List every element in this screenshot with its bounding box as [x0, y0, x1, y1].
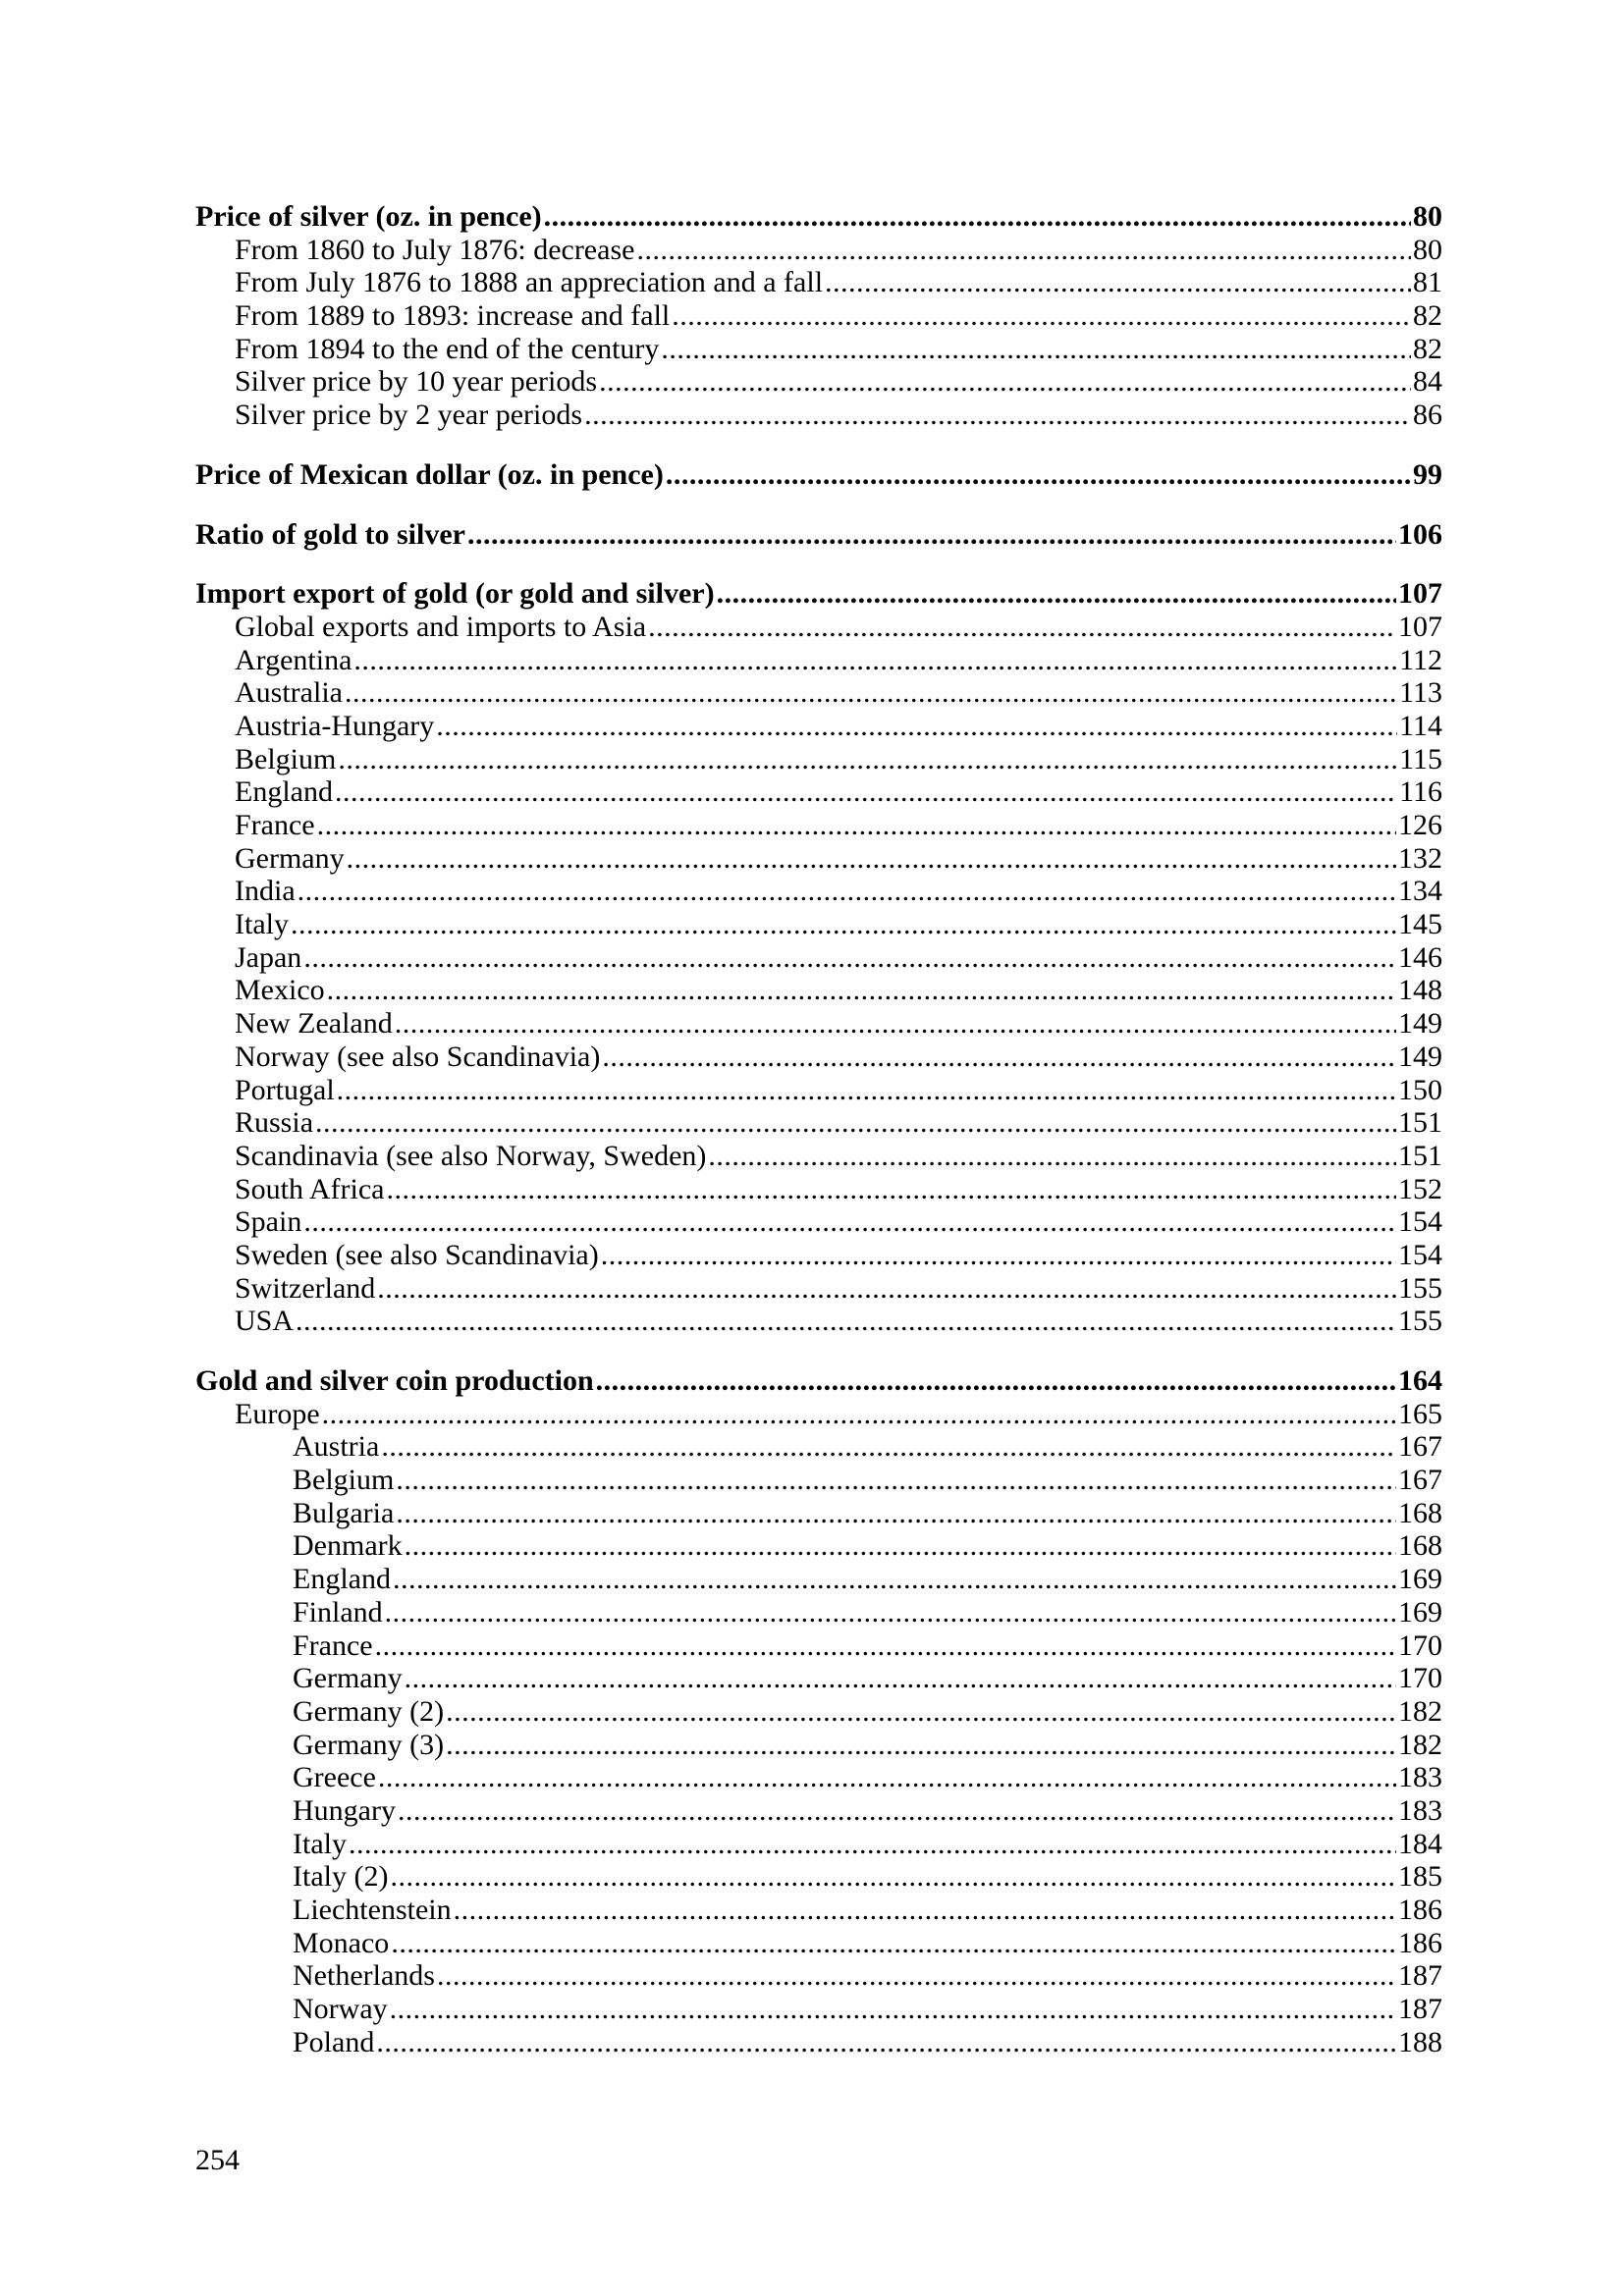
toc-entry-page: 155: [1398, 1305, 1442, 1338]
toc-entry-label: From 1894 to the end of the century: [235, 332, 660, 365]
toc-entry-page: 168: [1398, 1529, 1442, 1563]
toc-entry-label: Germany (3): [293, 1728, 445, 1761]
toc-subentry[interactable]: [195, 1894, 1442, 1927]
toc-subentry[interactable]: [195, 1993, 1442, 2026]
dot-leader: [338, 743, 1397, 776]
toc-subentry[interactable]: [195, 1959, 1442, 1993]
toc-entry-page: 154: [1398, 1205, 1442, 1239]
toc-entry-label: Germany: [293, 1662, 403, 1695]
dot-leader: [398, 1794, 1396, 1828]
toc-entry[interactable]: [195, 974, 1442, 1007]
dot-leader: [327, 974, 1396, 1007]
toc-entry[interactable]: [195, 809, 1442, 842]
table-of-contents: [195, 200, 1442, 2085]
toc-entry-page: 169: [1398, 1563, 1442, 1596]
toc-section-heading[interactable]: [195, 518, 1442, 552]
toc-entry-label: Silver price by 10 year periods: [235, 365, 598, 399]
toc-entry-label: South Africa: [235, 1172, 385, 1205]
toc-entry[interactable]: [195, 710, 1442, 743]
toc-entry-page: 187: [1398, 1993, 1442, 2026]
toc-entry-page: 167: [1398, 1464, 1442, 1497]
toc-entry-label: Price of Mexican dollar (oz. in pence): [195, 457, 664, 491]
dot-leader: [666, 458, 1411, 492]
toc-entry-label: Liechtenstein: [293, 1894, 452, 1926]
toc-entry-label: Denmark: [293, 1529, 403, 1563]
toc-entry-label: Switzerland: [235, 1271, 376, 1305]
toc-entry[interactable]: [195, 1106, 1442, 1140]
toc-entry-page: 145: [1398, 908, 1442, 941]
dot-leader: [395, 1007, 1396, 1041]
toc-entry-page: 82: [1413, 299, 1442, 333]
toc-entry-label: Portugal: [235, 1073, 335, 1106]
toc-entry-page: 82: [1413, 332, 1442, 365]
toc-entry[interactable]: [195, 842, 1442, 876]
toc-entry-label: Russia: [235, 1106, 314, 1140]
toc-entry[interactable]: [195, 1398, 1442, 1431]
toc-entry-label: Poland: [293, 2025, 375, 2058]
toc-entry-label: Global exports and imports to Asia: [235, 610, 647, 643]
toc-entry[interactable]: [195, 1074, 1442, 1107]
dot-leader: [467, 518, 1396, 552]
dot-leader: [825, 266, 1411, 299]
dot-leader: [454, 1894, 1396, 1927]
toc-section: [195, 200, 1442, 432]
dot-leader: [303, 941, 1396, 975]
dot-leader: [436, 710, 1397, 743]
toc-entry[interactable]: [195, 234, 1442, 267]
dot-leader: [381, 1430, 1396, 1464]
dot-leader: [396, 1464, 1396, 1497]
toc-section-heading[interactable]: [195, 1364, 1442, 1398]
toc-subentry[interactable]: [195, 1662, 1442, 1695]
toc-entry-page: 151: [1398, 1106, 1442, 1140]
toc-entry-page: 167: [1398, 1430, 1442, 1464]
toc-entry-page: 112: [1399, 643, 1442, 676]
toc-entry-label: Sweden (see also Scandinavia): [235, 1238, 599, 1271]
toc-entry-label: Silver price by 2 year periods: [235, 399, 583, 432]
dot-leader: [296, 1305, 1396, 1338]
toc-entry-label: Argentina: [235, 643, 352, 676]
toc-entry[interactable]: [195, 908, 1442, 941]
toc-entry[interactable]: [195, 333, 1442, 366]
toc-entry[interactable]: [195, 299, 1442, 333]
toc-entry-label: Bulgaria: [293, 1496, 395, 1529]
dot-leader: [544, 200, 1411, 234]
toc-entry-page: 168: [1398, 1496, 1442, 1529]
dot-leader: [405, 1662, 1396, 1695]
toc-entry[interactable]: [195, 1305, 1442, 1338]
toc-entry-page: 165: [1398, 1397, 1442, 1430]
toc-entry-label: Germany: [235, 841, 345, 875]
dot-leader: [347, 842, 1396, 876]
toc-entry[interactable]: [195, 875, 1442, 908]
toc-entry-page: 149: [1398, 1040, 1442, 1073]
toc-subentry[interactable]: [195, 1761, 1442, 1794]
toc-subentry[interactable]: [195, 1927, 1442, 1960]
toc-entry-label: India: [235, 875, 296, 908]
toc-entry-label: Australia: [235, 676, 343, 710]
toc-entry[interactable]: [195, 644, 1442, 677]
dot-leader: [602, 1041, 1396, 1074]
toc-entry-page: 183: [1398, 1761, 1442, 1794]
toc-entry-label: Ratio of gold to silver: [195, 517, 465, 551]
toc-subentry[interactable]: [195, 1729, 1442, 1762]
toc-entry-label: Mexico: [235, 974, 325, 1007]
toc-section: [195, 1364, 1442, 2058]
toc-entry[interactable]: [195, 1041, 1442, 1074]
toc-entry-label: Austria: [293, 1430, 380, 1464]
toc-section: [195, 577, 1442, 1338]
toc-entry-page: 155: [1398, 1271, 1442, 1305]
toc-subentry[interactable]: [195, 1464, 1442, 1497]
toc-entry[interactable]: [195, 775, 1442, 809]
dot-leader: [315, 1106, 1396, 1140]
toc-section-heading[interactable]: [195, 577, 1442, 611]
toc-subentry[interactable]: [195, 1529, 1442, 1563]
toc-entry-label: Norway (see also Scandinavia): [235, 1040, 601, 1073]
toc-subentry[interactable]: [195, 2026, 1442, 2059]
dot-leader: [375, 1629, 1396, 1663]
toc-entry-label: Europe: [235, 1397, 320, 1430]
dot-leader: [335, 775, 1397, 809]
toc-entry-page: 115: [1399, 742, 1442, 775]
toc-entry[interactable]: [195, 266, 1442, 299]
toc-entry-label: From 1860 to July 1876: decrease: [235, 233, 635, 266]
dot-leader: [298, 875, 1396, 908]
dot-leader: [390, 1993, 1396, 2026]
toc-subentry[interactable]: [195, 1629, 1442, 1663]
dot-leader: [385, 1596, 1396, 1629]
toc-entry-page: 134: [1398, 875, 1442, 908]
toc-entry-page: 186: [1398, 1926, 1442, 1959]
dot-leader: [396, 1497, 1396, 1530]
toc-entry-page: 149: [1398, 1007, 1442, 1041]
dot-leader: [393, 1563, 1396, 1596]
dot-leader: [390, 1860, 1396, 1894]
toc-entry-page: 148: [1398, 974, 1442, 1007]
dot-leader: [405, 1529, 1396, 1563]
toc-entry-page: 188: [1398, 2025, 1442, 2058]
toc-entry-page: 116: [1399, 775, 1442, 809]
toc-entry[interactable]: [195, 365, 1442, 399]
toc-entry-label: England: [293, 1563, 391, 1596]
toc-entry[interactable]: [195, 1272, 1442, 1306]
toc-entry[interactable]: [195, 611, 1442, 644]
toc-entry-label: France: [293, 1629, 373, 1662]
toc-entry-label: Germany (2): [293, 1694, 445, 1728]
toc-entry[interactable]: [195, 399, 1442, 432]
toc-entry-page: 151: [1398, 1139, 1442, 1172]
dot-leader: [599, 365, 1411, 399]
toc-section-heading[interactable]: [195, 200, 1442, 234]
toc-entry-page: 164: [1398, 1364, 1442, 1397]
toc-entry-label: Finland: [293, 1595, 383, 1629]
dot-leader: [377, 1272, 1396, 1306]
toc-entry-page: 113: [1399, 676, 1442, 710]
dot-leader: [322, 1398, 1396, 1431]
toc-entry-page: 132: [1398, 841, 1442, 875]
toc-entry[interactable]: [195, 1205, 1442, 1239]
dot-leader: [661, 333, 1411, 366]
toc-entry-label: England: [235, 775, 333, 809]
toc-entry-page: 183: [1398, 1793, 1442, 1827]
dot-leader: [349, 1828, 1396, 1861]
toc-entry[interactable]: [195, 676, 1442, 710]
toc-entry-page: 81: [1413, 266, 1442, 299]
toc-entry-page: 187: [1398, 1959, 1442, 1993]
toc-section: [195, 458, 1442, 492]
dot-leader: [708, 1140, 1396, 1173]
toc-entry-page: 107: [1398, 577, 1442, 611]
dot-leader: [584, 399, 1411, 432]
toc-subentry[interactable]: [195, 1563, 1442, 1596]
toc-entry-label: Netherlands: [293, 1959, 435, 1993]
toc-entry-page: 107: [1398, 610, 1442, 643]
toc-subentry[interactable]: [195, 1430, 1442, 1464]
toc-subentry[interactable]: [195, 1860, 1442, 1894]
toc-entry-page: 80: [1413, 233, 1442, 266]
toc-entry-label: Hungary: [293, 1793, 396, 1827]
toc-entry-label: Japan: [235, 940, 302, 974]
toc-entry-page: 106: [1398, 517, 1442, 551]
dot-leader: [386, 1173, 1396, 1206]
dot-leader: [672, 299, 1411, 333]
toc-entry-label: Belgium: [235, 742, 337, 775]
toc-entry[interactable]: [195, 941, 1442, 975]
dot-leader: [648, 611, 1396, 644]
toc-entry-label: New Zealand: [235, 1007, 393, 1041]
toc-entry-page: 84: [1413, 365, 1442, 399]
toc-section: [195, 518, 1442, 552]
dot-leader: [596, 1364, 1396, 1398]
toc-subentry[interactable]: [195, 1596, 1442, 1629]
dot-leader: [601, 1239, 1396, 1272]
dot-leader: [446, 1695, 1396, 1729]
toc-subentry[interactable]: [195, 1794, 1442, 1828]
toc-entry-page: 170: [1398, 1629, 1442, 1662]
toc-entry-label: Italy: [293, 1827, 347, 1860]
toc-entry-label: Scandinavia (see also Norway, Sweden): [235, 1139, 707, 1172]
toc-entry-page: 170: [1398, 1662, 1442, 1695]
toc-entry-label: France: [235, 809, 315, 841]
toc-entry-page: 150: [1398, 1073, 1442, 1106]
toc-entry-page: 80: [1413, 200, 1442, 233]
toc-subentry[interactable]: [195, 1695, 1442, 1729]
toc-entry-label: Greece: [293, 1761, 376, 1794]
toc-entry[interactable]: [195, 743, 1442, 776]
dot-leader: [353, 644, 1397, 677]
toc-entry-label: Import export of gold (or gold and silver): [195, 577, 715, 611]
toc-entry-page: 182: [1398, 1728, 1442, 1761]
toc-entry-page: 114: [1399, 709, 1442, 742]
toc-entry-page: 186: [1398, 1894, 1442, 1926]
toc-entry-page: 169: [1398, 1595, 1442, 1629]
toc-entry-label: From 1889 to 1893: increase and fall: [235, 299, 671, 333]
toc-entry[interactable]: [195, 1140, 1442, 1173]
dot-leader: [636, 234, 1411, 267]
toc-entry-label: Austria-Hungary: [235, 709, 435, 742]
toc-entry-label: Norway: [293, 1993, 388, 2026]
toc-entry-page: 86: [1413, 399, 1442, 432]
toc-entry-page: 182: [1398, 1694, 1442, 1728]
dot-leader: [378, 1761, 1396, 1794]
toc-entry-label: Italy: [235, 908, 289, 941]
toc-entry-label: Monaco: [293, 1926, 390, 1959]
toc-entry-label: Italy (2): [293, 1860, 389, 1894]
toc-subentry[interactable]: [195, 1828, 1442, 1861]
dot-leader: [717, 577, 1396, 611]
toc-entry[interactable]: [195, 1239, 1442, 1272]
toc-entry-label: USA: [235, 1305, 295, 1338]
page-number: 254: [195, 2144, 240, 2176]
toc-entry-page: 185: [1398, 1860, 1442, 1894]
toc-entry-page: 184: [1398, 1827, 1442, 1860]
toc-entry-label: From July 1876 to 1888 an appreciation and a fall: [235, 266, 824, 299]
toc-entry-page: 154: [1398, 1238, 1442, 1271]
toc-subentry[interactable]: [195, 1497, 1442, 1530]
dot-leader: [437, 1959, 1396, 1993]
toc-entry-page: 126: [1398, 809, 1442, 841]
toc-entry-label: Gold and silver coin production: [195, 1364, 594, 1397]
toc-entry-label: Price of silver (oz. in pence): [195, 200, 542, 233]
toc-entry-page: 152: [1398, 1172, 1442, 1205]
toc-entry-page: 99: [1413, 457, 1442, 491]
dot-leader: [345, 676, 1397, 710]
toc-entry[interactable]: [195, 1007, 1442, 1041]
dot-leader: [303, 1205, 1396, 1239]
toc-entry-label: Spain: [235, 1205, 302, 1239]
toc-section-heading[interactable]: [195, 458, 1442, 492]
toc-entry-page: 146: [1398, 940, 1442, 974]
dot-leader: [391, 1927, 1396, 1960]
toc-entry-label: Belgium: [293, 1464, 395, 1497]
dot-leader: [337, 1074, 1396, 1107]
dot-leader: [376, 2026, 1396, 2059]
dot-leader: [291, 908, 1396, 941]
toc-entry[interactable]: [195, 1173, 1442, 1206]
dot-leader: [446, 1729, 1396, 1762]
dot-leader: [317, 809, 1396, 842]
